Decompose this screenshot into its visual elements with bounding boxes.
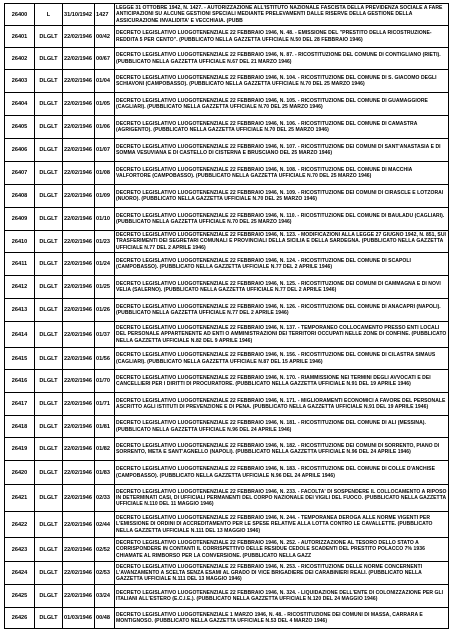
table-row [5, 608, 449, 629]
row-act-type: DLGLT [35, 348, 63, 370]
row-description: DECRETO LEGISLATIVO LUOGOTENENZIALE 22 FEBBRAIO 1946, N. 104. - RICOSTITUZIONE DEL COMUNE DI S. GIACOMO DEGLI SCHIAVONI (CAMPOBASSO). (PUBBLICATO NELLA GAZZETTA UFFICIALE N.70 DEL 25 MARZO 1946) [115, 70, 449, 93]
row-number: 26419 [5, 438, 35, 461]
row-act-type: DLGLT [35, 208, 63, 231]
row-number: 26426 [5, 608, 35, 629]
row-act-type: DLGLT [35, 461, 63, 485]
row-act-type: DLGLT [35, 538, 63, 562]
table-row [5, 231, 449, 253]
table-row [5, 116, 449, 139]
table-row [5, 208, 449, 231]
row-code: 01/25 [95, 276, 115, 299]
row-description: DECRETO LEGISLATIVO LUOGOTENENZIALE 22 FEBBRAIO 1946, N. 252. - AUTORIZZAZIONE AL TESORO DELLO STATO A CORRISPONDERE IN CONTANTI IL CORRISPETTIVO DELLE RESIDUE CEDOLE SCADENTI DEL PRESTITO POLACCO 7% 1936 CHIAMATE AL RIMBORSO PER LA CONVERSIONE. (PUBBLICATO NELLA GAZZ [115, 538, 449, 562]
table-row [5, 48, 449, 70]
row-description: DECRETO LEGISLATIVO LUOGOTENENZIALE 22 FEBBRAIO 1946, N. 183. - RICOSTITUZIONE DEL COMUNE DI COLLE D'ANCHISE (CAMPOBASSO). (PUBBLICATO NELLA GAZZETTA UFFICIALE N.96 DEL 24 APRILE 1946) [115, 461, 449, 485]
row-date: 31/10/1942 [63, 4, 95, 26]
row-number: 26415 [5, 348, 35, 370]
row-act-type: DLGLT [35, 416, 63, 438]
row-number: 26407 [5, 162, 35, 185]
row-date: 22/02/1946 [63, 512, 95, 538]
row-date: 22/02/1946 [63, 299, 95, 322]
row-act-type: DLGLT [35, 162, 63, 185]
row-act-type: DLGLT [35, 185, 63, 208]
row-description: DECRETO LEGISLATIVO LUOGOTENENZIALE 22 FEBBRAIO 1946, N. 107. - RICOSTITUZIONE DEI COMUNI DI SANT'ANASTASIA E DI SOMMA VESUVIANA E DI CASTELLO DI CISTERNA E BRUSCIANO DEL 25 MARZO 1946) [115, 139, 449, 162]
row-date: 22/02/1946 [63, 116, 95, 139]
row-number: 26406 [5, 139, 35, 162]
table-row [5, 26, 449, 48]
row-number: 26400 [5, 4, 35, 26]
row-description: DECRETO LEGISLATIVO LUOGOTENENZIALE 22 FEBBRAIO 1946, N. 126. - RICOSTITUZIONE DEL COMUNE DI ANACAPRI (NAPOLI). (PUBBLICATO NELLA GAZZETTA UFFICIALE N.77 DEL 2 APRILE 1946) [115, 299, 449, 322]
row-code: 01/83 [95, 461, 115, 485]
row-date: 22/02/1946 [63, 162, 95, 185]
row-act-type: DLGLT [35, 70, 63, 93]
table-row [5, 562, 449, 585]
row-description: DECRETO LEGISLATIVO LUOGOTENENZIALE 22 FEBBRAIO 1946, N. 233. - FACOLTA' DI SOSPENDERE IL COLLOCAMENTO A RIPOSO IN DETERMINATI CASI, DI UFFICIALI PERMANENTI DEL CORPO NAZIONALE DEI VIGILI DEL FUOCO. (PUBBLICATO NELLA GAZZETTA UFFICIALE N.110 DEL 11 MAGGIO 1946) [115, 485, 449, 512]
table-row [5, 461, 449, 485]
table-row [5, 139, 449, 162]
row-description: DECRETO LEGISLATIVO LUOGOTENENZIALE 22 FEBBRAIO 1946, N. 125. - RICOSTITUZIONE DEI COMUNI DI CAMMAGNA E DI NOVI VELIA (SALERNO). (PUBBLICATO NELLA GAZZETTA UFFICIALE N.77 DEL 2 APRILE 1946) [115, 276, 449, 299]
row-description: DECRETO LEGISLATIVO LUOGOTENENZIALE 22 FEBBRAIO 1946, N. 156. - RICOSTITUZIONE DEL COMUNE DI CILASTRA SIMAUS (CAGLIARI). (PUBBLICATO NELLA GAZZETTA UFFICIALE N.87 DEL 15 APRILE 1946) [115, 348, 449, 370]
row-code: 01/08 [95, 162, 115, 185]
row-code: 01/23 [95, 231, 115, 253]
table-row [5, 538, 449, 562]
row-act-type: DLGLT [35, 512, 63, 538]
registry-page [4, 3, 449, 632]
row-description: DECRETO LEGISLATIVO LUOGOTENENZIALE 22 FEBBRAIO 1946, N. 108. - RICOSTITUZIONE DEL COMUNE DI MACCHIA VALFORTORE (CAMPOBASSO). (PUBBLICATO NELLA GAZZETTA UFFICIALE N.70 DEL 25 MARZO 1946) [115, 162, 449, 185]
row-act-type: DLGLT [35, 253, 63, 276]
row-description: DECRETO LEGISLATIVO LUOGOTENENZIALE 22 FEBBRAIO 1946, N. 106. - RICOSTITUZIONE DEL COMUNE DI CAMASTRA (AGRIGENTO). (PUBBLICATO NELLA GAZZETTA UFFICIALE N.70 DEL 25 MARZO 1946) [115, 116, 449, 139]
row-number: 26413 [5, 299, 35, 322]
table-row [5, 70, 449, 93]
row-date: 22/02/1946 [63, 48, 95, 70]
row-act-type: DLGLT [35, 608, 63, 629]
row-number: 26412 [5, 276, 35, 299]
row-date: 22/02/1946 [63, 538, 95, 562]
table-row [5, 585, 449, 608]
row-code: 01/81 [95, 416, 115, 438]
row-description: DECRETO LEGISLATIVO LUOGOTENENZIALE 22 FEBBRAIO 1946, N. 137. - TEMPORANEO COLLOCAMENTO PRESSO ENTI LOCALI DEL PERSONALE APPARTENENTE AD ENTI O AMMINISTRAZIONI DEI TERRITORI OCCUPATI NELLE ZONE DI CONFINE. (PUBBLICATO NELLA GAZZETTA UFFICIALE N.82 DEL 9 APRILE 1946) [115, 322, 449, 348]
row-act-type: DLGLT [35, 231, 63, 253]
row-code: 01/56 [95, 348, 115, 370]
row-date: 22/02/1946 [63, 231, 95, 253]
row-number: 26420 [5, 461, 35, 485]
table-row [5, 512, 449, 538]
row-date: 22/02/1946 [63, 185, 95, 208]
row-act-type: DLGLT [35, 93, 63, 116]
table-row [5, 416, 449, 438]
row-description: LEGGE 31 OTTOBRE 1942, N. 1427. - AUTORIZZAZIONE ALL'ISTITUTO NAZIONALE FASCISTA DELLA PREVIDENZA SOCIALE A FARE ANTICIPAZIONI SU ALCUNE GESTIONI SPECIALI MEDIANTE PRELEVAMENTI DALLE RISERVE DELLA GESTIONE DELLA ASSICURAZIONE INVALIDITA' E VECCHIAIA. (PUBB [115, 4, 449, 26]
row-date: 22/02/1946 [63, 416, 95, 438]
row-code: 01/04 [95, 70, 115, 93]
legislation-table [4, 3, 449, 629]
row-date: 22/02/1946 [63, 93, 95, 116]
row-number: 26417 [5, 393, 35, 416]
row-number: 26401 [5, 26, 35, 48]
table-row [5, 93, 449, 116]
table-row [5, 393, 449, 416]
row-code: 01/24 [95, 253, 115, 276]
row-code: 00/67 [95, 48, 115, 70]
row-code: 01/82 [95, 438, 115, 461]
row-code: 02/53 [95, 562, 115, 585]
row-code: 02/33 [95, 485, 115, 512]
row-description: DECRETO LEGISLATIVO LUOGOTENENZIALE 22 FEBBRAIO 1946, N. 110. - RICOSTITUZIONE DEL COMUNE DI BAULADU (CAGLIARI). (PUBBLICATO NELLA GAZZETTA UFFICIALE N.70 DEL 25 MARZO 1946) [115, 208, 449, 231]
row-date: 22/02/1946 [63, 562, 95, 585]
row-date: 22/02/1946 [63, 253, 95, 276]
row-description: DECRETO LEGISLATIVO LUOGOTENENZIALE 22 FEBBRAIO 1946, N. 170. - RIAMMISSIONE NEI TERMINI DEGLI AVVOCATI E DEI CANCELLIERI PER I DIRITTI DI PROCURATORE. (PUBBLICATO NELLA GAZZETTA UFFICIALE N.91 DEL 19 APRILE 1946) [115, 370, 449, 393]
row-code: 01/06 [95, 116, 115, 139]
row-number: 26410 [5, 231, 35, 253]
row-number: 26423 [5, 538, 35, 562]
legislation-table-body [5, 4, 449, 629]
row-number: 26424 [5, 562, 35, 585]
row-date: 22/02/1946 [63, 348, 95, 370]
row-code: 01/09 [95, 185, 115, 208]
row-number: 26425 [5, 585, 35, 608]
row-number: 26416 [5, 370, 35, 393]
row-number: 26418 [5, 416, 35, 438]
row-code: 02/52 [95, 538, 115, 562]
table-row [5, 485, 449, 512]
row-act-type: DLGLT [35, 48, 63, 70]
row-description: DECRETO LEGISLATIVO LUOGOTENENZIALE 22 FEBBRAIO 1946, N. 182. - RICOSTITUZIONE DEI COMUNI DI SORRENTO, PIANO DI SORRENTO, META E SANT'AGNELLO (NAPOLI). (PUBBLICATO NELLA GAZZETTA UFFICIALE N.96 DEL 24 APRILE 1946) [115, 438, 449, 461]
row-date: 22/02/1946 [63, 276, 95, 299]
table-row [5, 370, 449, 393]
row-code: 01/71 [95, 393, 115, 416]
row-act-type: DLGLT [35, 299, 63, 322]
row-date: 22/02/1946 [63, 485, 95, 512]
row-date: 22/02/1946 [63, 461, 95, 485]
row-description: DECRETO LEGISLATIVO LUOGOTENENZIALE 22 FEBBRAIO 1946, N. 105. - RICOSTITUZIONE DEL COMUNE DI GUAMAGGIORE (CAGLIARI). (PUBBLICATO NELLA GAZZETTA UFFICIALE N.70 DEL 25 MARZO 1946) [115, 93, 449, 116]
row-act-type: DLGLT [35, 585, 63, 608]
row-description: DECRETO LEGISLATIVO LUOGOTENENZIALE 22 FEBBRAIO 1946, N. 123. - MODIFICAZIONI ALLA LEGGE 27 GIUGNO 1942, N. 851, SUI TRASFERIMENTI DEI SEGRETARI COMUNALI E PROVINCIALI DELLA SICILIA E DELLA SARDEGNA. (PUBBLICATO NELLA GAZZETTA UFFICIALE N.77 DEL 2 APRILE 1946) [115, 231, 449, 253]
row-number: 26411 [5, 253, 35, 276]
row-date: 22/02/1946 [63, 438, 95, 461]
row-number: 26414 [5, 322, 35, 348]
table-row [5, 253, 449, 276]
row-date: 22/02/1946 [63, 26, 95, 48]
row-date: 22/02/1946 [63, 70, 95, 93]
row-date: 22/02/1946 [63, 585, 95, 608]
row-number: 26403 [5, 70, 35, 93]
row-code: 01/37 [95, 322, 115, 348]
row-number: 26402 [5, 48, 35, 70]
table-row [5, 162, 449, 185]
row-description: DECRETO LEGISLATIVO LUOGOTENENZIALE 22 FEBBRAIO 1946, N. 324. - LIQUIDAZIONE DELL'ENTE DI COLONIZZAZIONE PER GLI ITALIANI ALL'ESTERO (E.C.I.E.). (PUBBLICATO NELLA GAZZETTA UFFICIALE N.120 DEL 24 MAGGIO 1946) [115, 585, 449, 608]
row-code: 01/70 [95, 370, 115, 393]
row-code: 01/26 [95, 299, 115, 322]
table-row [5, 438, 449, 461]
row-act-type: DLGLT [35, 370, 63, 393]
row-number: 26421 [5, 485, 35, 512]
row-code: 03/24 [95, 585, 115, 608]
row-description: DECRETO LEGISLATIVO LUOGOTENENZIALE 22 FEBBRAIO 1946, N. 48. - EMISSIONE DEL "PRESTITO DELLA RICOSTRUZIONE-REDDITA 5 PER CENTO". (PUBBLICATO NELLA GAZZETTA UFFICIALE N.50 DEL 28 FEBBRAIO 1946) [115, 26, 449, 48]
row-date: 22/02/1946 [63, 139, 95, 162]
table-row [5, 276, 449, 299]
row-code: 01/10 [95, 208, 115, 231]
row-date: 22/02/1946 [63, 208, 95, 231]
row-number: 26408 [5, 185, 35, 208]
row-description: DECRETO LEGISLATIVO LUOGOTENENZIALE 22 FEBBRAIO 1946, N. 109. - RICOSTITUZIONE DEI COMUNI DI CIRASCLE E LOTZORAI (NUORO). (PUBBLICATO NELLA GAZZETTA UFFICIALE N.70 DEL 25 MARZO 1946) [115, 185, 449, 208]
row-date: 22/02/1946 [63, 370, 95, 393]
row-number: 26409 [5, 208, 35, 231]
row-act-type: DLGLT [35, 276, 63, 299]
row-description: DECRETO LEGISLATIVO LUOGOTENENZIALE 22 FEBBRAIO 1946, N. 253. - RICOSTITUZIONE DELLE NORME CONCERNENTI L'AVANZAMENTO A SCELTA SENZA ESAMI AL GRADO DI VICE BRIGADIERE DEI CARABINIERI REALI. (PUBBLICATO NELLA GAZZETTA UFFICIALE N.111 DEL 13 MAGGIO 1946) [115, 562, 449, 585]
row-code: 01/07 [95, 139, 115, 162]
row-number: 26404 [5, 93, 35, 116]
row-date: 22/02/1946 [63, 393, 95, 416]
table-row [5, 322, 449, 348]
row-act-type: DLGLT [35, 562, 63, 585]
row-number: 26422 [5, 512, 35, 538]
row-act-type: DLGLT [35, 438, 63, 461]
row-description: DECRETO LEGISLATIVO LUOGOTENENZIALE 22 FEBBRAIO 1946, N. 171. - MIGLIORAMENTI ECONOMICI A FAVORE DEL PERSONALE ASCRITTO AGLI ISTITUTI DI PREVENZIONE E DI PENA. (PUBBLICATO NELLA GAZZETTA UFFICIALE N.91 DEL 19 APRILE 1946) [115, 393, 449, 416]
row-code: 01/05 [95, 93, 115, 116]
row-number: 26405 [5, 116, 35, 139]
row-description: DECRETO LEGISLATIVO LUOGOTENENZIALE 1 MARZO 1946, N. 48. - RICOSTITUZIONE DEI COMUNI DI MASSA, CARRARA E MONTIGNOSO. (PUBBLICATO NELLA GAZZETTA UFFICIALE N.53 DEL 4 MARZO 1946) [115, 608, 449, 629]
row-act-type: DLGLT [35, 139, 63, 162]
row-act-type: DLGLT [35, 393, 63, 416]
row-code: 00/42 [95, 26, 115, 48]
row-act-type: DLGLT [35, 322, 63, 348]
table-row [5, 348, 449, 370]
table-row [5, 299, 449, 322]
row-act-type: DLGLT [35, 116, 63, 139]
row-description: DECRETO LEGISLATIVO LUOGOTENENZIALE 22 FEBBRAIO 1946, N. 244. - TEMPORANEA DEROGA ALLE NORME VIGENTI PER L'EMISSIONE DI ORDINI DI ACCREDITAMENTO PER LE SPESE RELATIVE ALLA LOTTA CONTRO LE CAVALLETTE. (PUBBLICATO NELLA GAZZETTA UFFICIALE N.111 DEL 13 MAGGIO 1946) [115, 512, 449, 538]
row-act-type: DLGLT [35, 26, 63, 48]
row-code: 1427 [95, 4, 115, 26]
row-act-type: L [35, 4, 63, 26]
row-act-type: DLGLT [35, 485, 63, 512]
table-row [5, 4, 449, 26]
row-code: 00/48 [95, 608, 115, 629]
row-code: 02/44 [95, 512, 115, 538]
row-description: DECRETO LEGISLATIVO LUOGOTENENZIALE 22 FEBBRAIO 1946, N. 87. - RICOSTITUZIONE DEL COMUNE DI CONTIGLIANO (RIETI). (PUBBLICATO NELLA GAZZETTA UFFICIALE N.67 DEL 21 MARZO 1946) [115, 48, 449, 70]
table-row [5, 185, 449, 208]
row-date: 01/03/1946 [63, 608, 95, 629]
row-date: 22/02/1946 [63, 322, 95, 348]
row-description: DECRETO LEGISLATIVO LUOGOTENENZIALE 22 FEBBRAIO 1946, N. 181. - RICOSTITUZIONE DEL COMUNE DI ALI (MESSINA). (PUBBLICATO NELLA GAZZETTA UFFICIALE N.96 DEL 24 APRILE 1946) [115, 416, 449, 438]
row-description: DECRETO LEGISLATIVO LUOGOTENENZIALE 22 FEBBRAIO 1946, N. 124. - RICOSTITUZIONE DEL COMUNE DI SCAPOLI (CAMPOBASSO). (PUBBLICATO NELLA GAZZETTA UFFICIALE N.77 DEL 2 APRILE 1946) [115, 253, 449, 276]
